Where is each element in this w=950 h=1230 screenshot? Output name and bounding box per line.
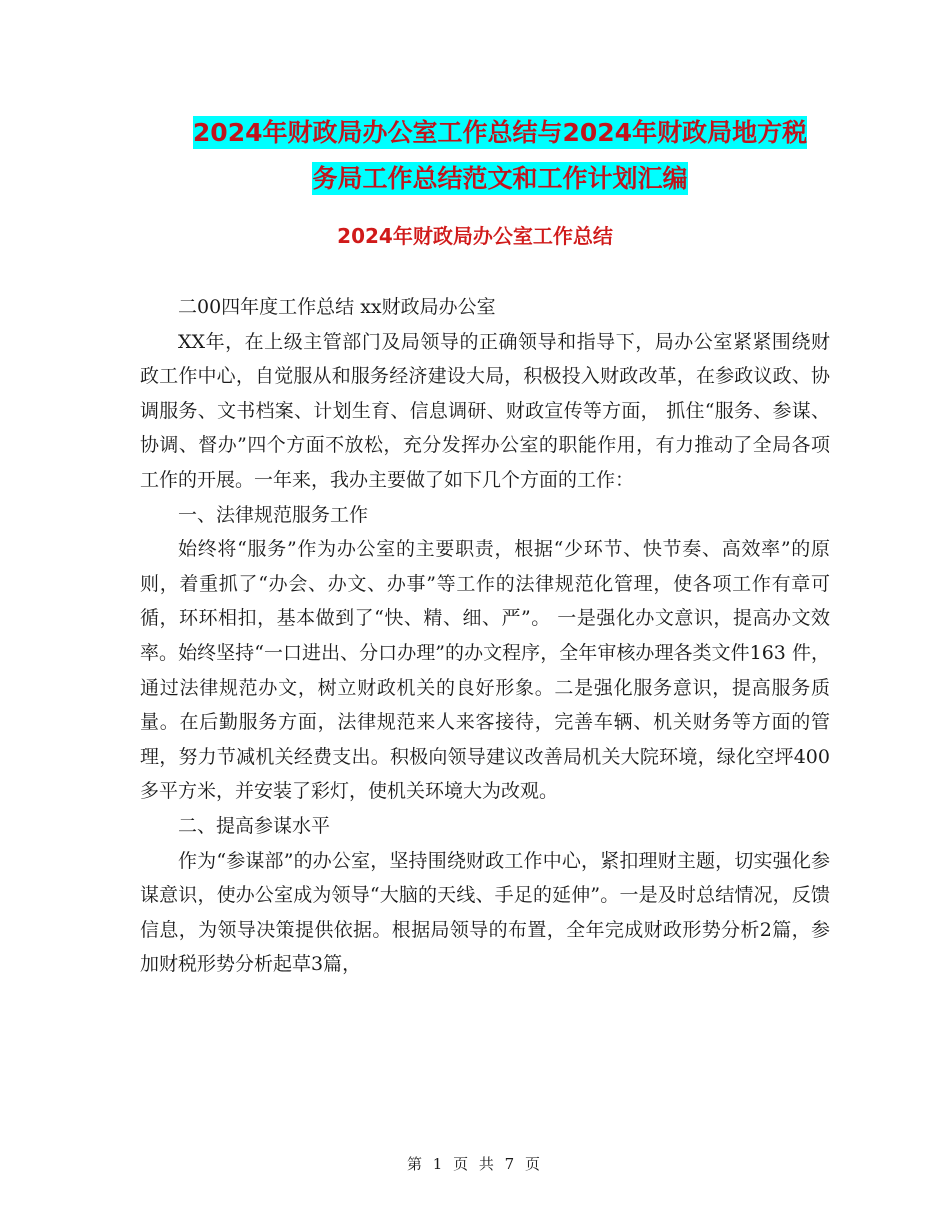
paragraph-subtitle: 二00四年度工作总结 xx财政局办公室: [178, 296, 496, 318]
title-line-1: 2024年财政局办公室工作总结与2024年财政局地方税: [192, 118, 808, 147]
paragraph-intro: XX年，在上级主管部门及局领导的正确领导和指导下，局办公室紧紧围绕财政工作中心，自觉服从和服务经济建设大局，积极投入财政改革，在参政议政、协调服务、文书档案、计划生育、信息调研、财政宣传等方面， 抓住“服务、参谋、协调、督办”四个方面不放松，充分发挥办公室的职能作用，有力推动了全局各项工作的开展。一年来，我办主要做了如下几个方面的工作：: [140, 330, 830, 491]
document-body: [140, 290, 830, 982]
section-title: 2024年财政局办公室工作总结: [337, 224, 613, 248]
document-title: [140, 110, 860, 202]
heading-section-1: 一、法律规范服务工作: [178, 503, 369, 526]
page-footer: 第 1 页 共 7 页: [407, 1155, 543, 1173]
heading-section-2: 二、提高参谋水平: [178, 814, 331, 837]
paragraph-section-2: 作为“参谋部”的办公室，坚持围绕财政工作中心，紧扣理财主题，切实强化参谋意识，使办公室成为领导“大脑的天线、手足的延伸”。一是及时总结情况，反馈信息，为领导决策提供依据。根据局领导的布置，全年完成财政形势分析2篇，参加财税形势分析起草3篇，: [140, 849, 830, 976]
title-line-2: 务局工作总结范文和工作计划汇编: [312, 164, 688, 193]
paragraph-section-1: 始终将“服务”作为办公室的主要职责，根据“少环节、快节奏、高效率”的原则，着重抓了“办会、办文、办事”等工作的法律规范化管理，使各项工作有章可循，环环相扣，基本做到了“快、精、细、严”。 一是强化办文意识，提高办文效率。始终坚持“一口进出、分口办理”的办文程序，全年审核办理各类文件163 件，通过法律规范办文，树立财政机关的良好形象。二是强化服务意识，提高服务质量。在后勤服务方面，法律规范来人来客接待，完善车辆、机关财务等方面的管理，努力节减机关经费支出。积极向领导建议改善局机关大院环境，绿化空坪400多平方米，并安装了彩灯，使机关环境大为改观。: [140, 538, 830, 803]
